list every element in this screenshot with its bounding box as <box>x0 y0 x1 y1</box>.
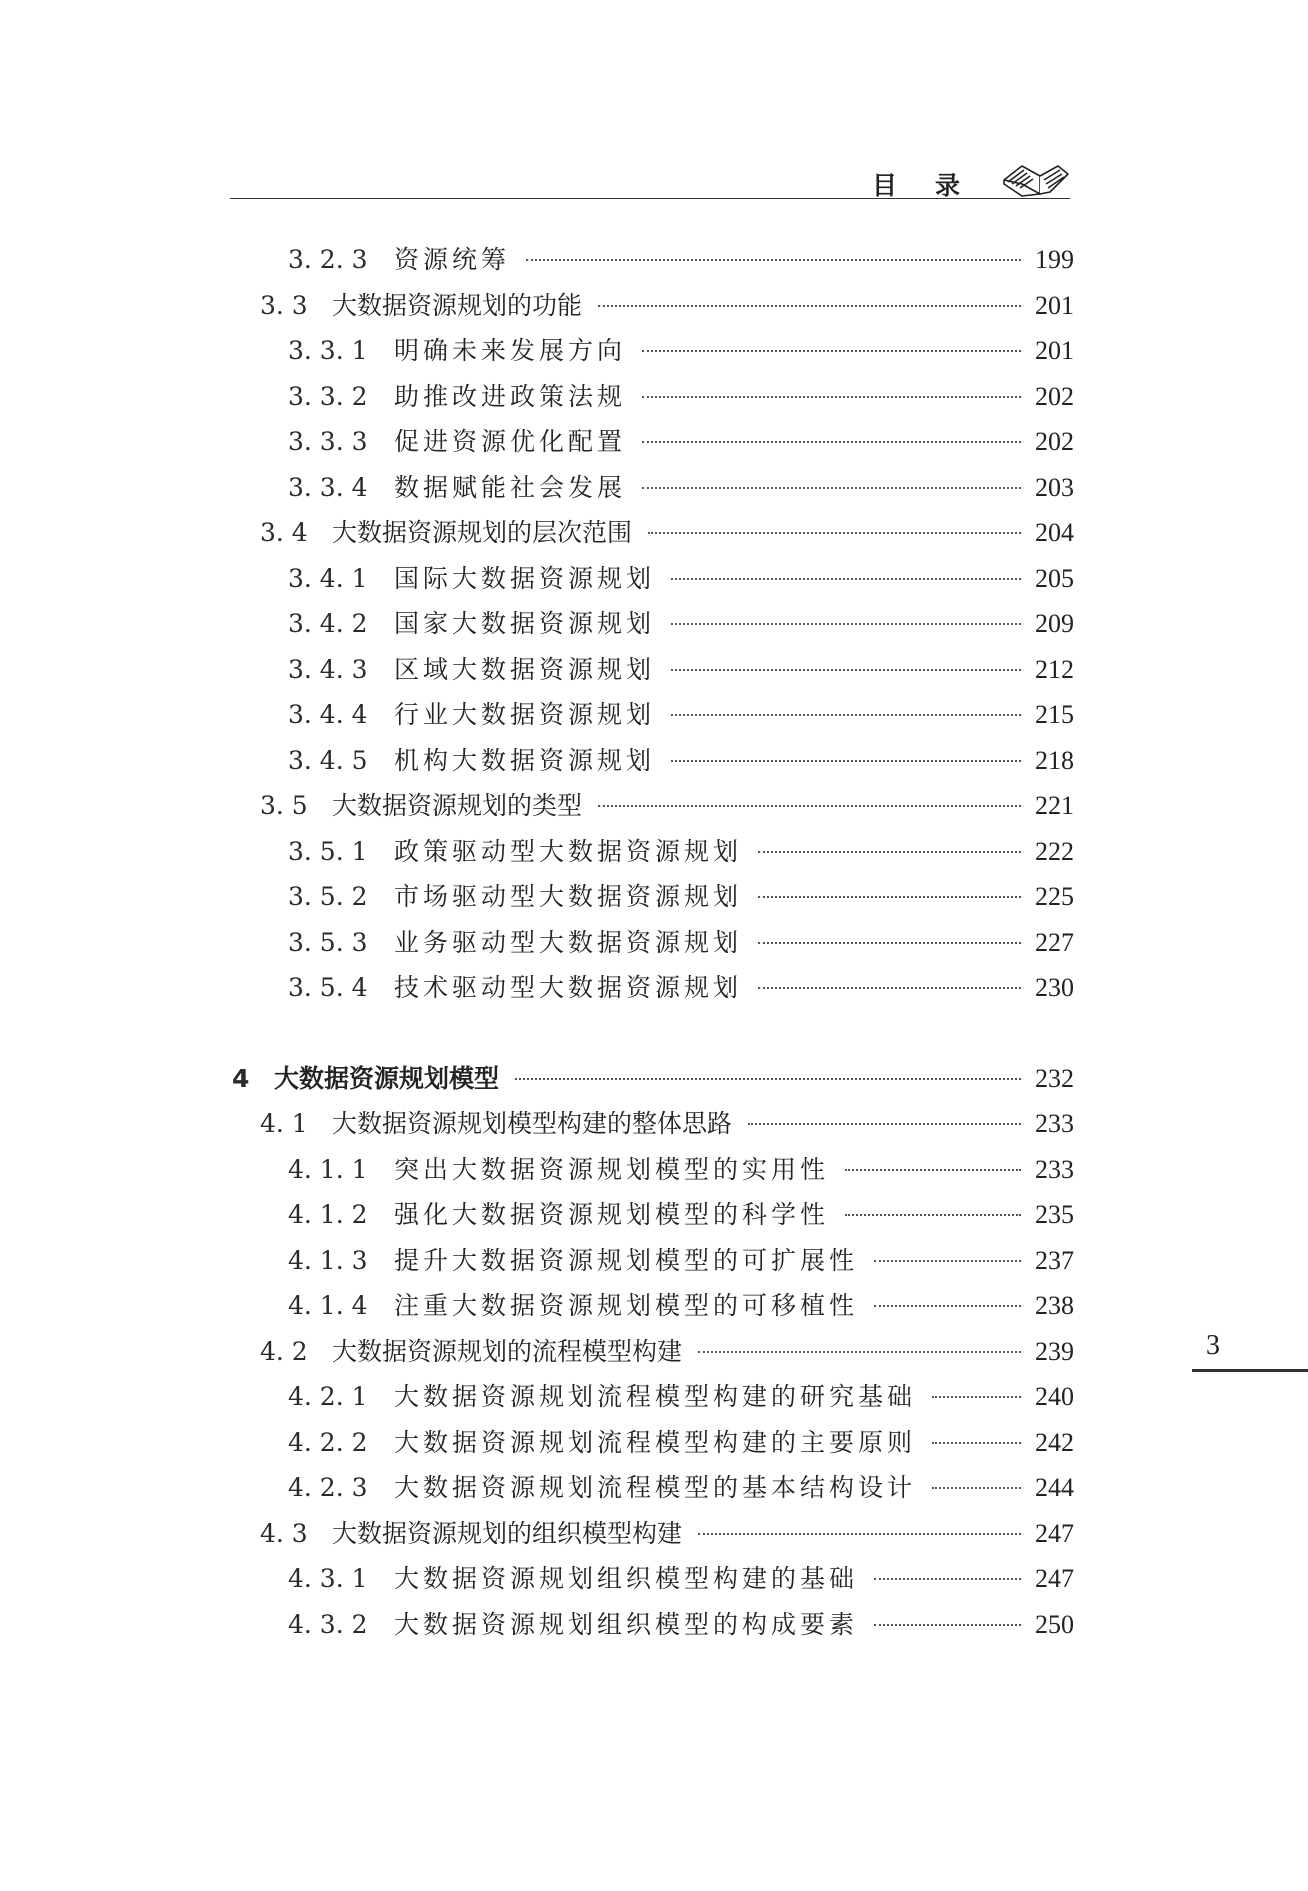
toc-entry-title: 强化大数据资源规划模型的科学性 <box>394 1200 830 1229</box>
toc-entry-number: 3. 5 <box>260 791 308 820</box>
toc-entry-number: 4. 3. 1 <box>288 1564 368 1593</box>
toc-entry-number: 3. 4. 4 <box>288 700 368 729</box>
toc-entry-title: 行业大数据资源规划 <box>394 700 656 729</box>
toc-entry-number: 4 <box>232 1063 250 1093</box>
toc-entry-number: 4. 2. 1 <box>288 1382 368 1411</box>
toc-subsection-entry[interactable] <box>230 1192 1074 1238</box>
toc-dot-leader <box>671 760 1021 762</box>
toc-dot-leader <box>932 1396 1021 1398</box>
toc-dot-leader <box>874 1578 1021 1580</box>
toc-entry-page: 237 <box>1035 1245 1074 1275</box>
toc-entry-title: 助推改进政策法规 <box>394 381 627 411</box>
toc-entry-number: 4. 2 <box>260 1336 308 1366</box>
toc-entry-page: 201 <box>1035 336 1074 365</box>
toc-entry-title: 机构大数据资源规划 <box>394 745 656 775</box>
toc-dot-leader <box>845 1169 1021 1171</box>
toc-section-entry[interactable] <box>230 510 1074 556</box>
toc-entry-page: 201 <box>1035 290 1074 320</box>
toc-entry-number: 4. 3 <box>260 1518 308 1548</box>
toc-entry-page: 221 <box>1035 791 1074 820</box>
toc-dot-leader <box>932 1487 1021 1489</box>
toc-entry-page: 209 <box>1035 609 1074 638</box>
header-title: 目录 <box>871 171 998 200</box>
toc-dot-leader <box>874 1624 1021 1626</box>
toc-entry-title: 资源统筹 <box>394 245 511 274</box>
toc-entry-page: 203 <box>1035 472 1074 502</box>
page-number: 3 <box>1206 1330 1220 1361</box>
toc-entry-number: 4. 1. 2 <box>288 1200 368 1229</box>
toc-dot-leader <box>642 396 1021 398</box>
toc-entry-title: 数据赋能社会发展 <box>394 472 627 502</box>
toc-dot-leader <box>758 942 1021 944</box>
toc-dot-leader <box>874 1305 1021 1307</box>
toc-entry-title: 大数据资源规划流程模型构建的研究基础 <box>394 1382 917 1411</box>
toc-entry-page: 247 <box>1035 1564 1074 1593</box>
toc-entry-page: 218 <box>1035 745 1074 775</box>
toc-subsection-entry[interactable] <box>230 1602 1074 1648</box>
toc-entry-title: 促进资源优化配置 <box>394 427 627 456</box>
toc-subsection-entry[interactable] <box>230 374 1074 420</box>
toc-entry-number: 3. 5. 3 <box>288 927 368 957</box>
toc-entry-number: 4. 1. 3 <box>288 1245 368 1275</box>
toc-entry-page: 233 <box>1035 1154 1074 1184</box>
toc-dot-leader <box>642 441 1021 443</box>
toc-entry-page: 202 <box>1035 427 1074 456</box>
toc-entry-title: 政策驱动型大数据资源规划 <box>394 836 743 866</box>
toc-entry-number: 3. 3 <box>260 290 308 320</box>
toc-entry-page: 202 <box>1035 381 1074 411</box>
toc-entry-title: 国际大数据资源规划 <box>394 563 656 593</box>
toc-entry-number: 3. 5. 2 <box>288 882 368 911</box>
toc-chapter-entry[interactable] <box>230 1056 1074 1102</box>
toc-entry-page: 227 <box>1035 927 1074 957</box>
toc-subsection-entry[interactable] <box>230 1147 1074 1193</box>
toc-entry-page: 205 <box>1035 563 1074 593</box>
toc-entry-number: 4. 2. 3 <box>288 1473 368 1502</box>
toc-entry-page: 225 <box>1035 882 1074 911</box>
toc-dot-leader <box>526 259 1021 261</box>
toc-entry-page: 215 <box>1035 700 1074 729</box>
toc-entry-page: 235 <box>1035 1200 1074 1229</box>
toc-subsection-entry[interactable] <box>230 328 1074 374</box>
toc-entry-page: 233 <box>1035 1109 1074 1138</box>
toc-subsection-entry[interactable] <box>230 738 1074 784</box>
toc-entry-title: 区域大数据资源规划 <box>394 654 656 684</box>
toc-entry-title: 大数据资源规划组织模型的构成要素 <box>394 1609 859 1639</box>
toc-dot-leader <box>671 669 1021 671</box>
toc-section-entry[interactable] <box>230 1101 1074 1147</box>
toc-entry-page: 244 <box>1035 1473 1074 1502</box>
toc-entry-title: 业务驱动型大数据资源规划 <box>394 927 743 957</box>
toc-entry-number: 3. 4. 3 <box>288 654 368 684</box>
toc-dot-leader <box>758 987 1021 989</box>
toc-subsection-entry[interactable] <box>230 965 1074 1011</box>
toc-entry-page: 239 <box>1035 1336 1074 1366</box>
toc-entry-number: 3. 5. 4 <box>288 973 368 1002</box>
toc-entry-page: 247 <box>1035 1518 1074 1548</box>
toc-entry-title: 大数据资源规划模型构建的整体思路 <box>332 1109 733 1138</box>
toc-dot-leader <box>698 1533 1021 1535</box>
toc-entry-number: 3. 3. 4 <box>288 472 368 502</box>
toc-dot-leader <box>748 1123 1021 1125</box>
toc-entry-number: 3. 3. 2 <box>288 381 368 411</box>
toc-entry-number: 3. 4 <box>260 518 308 547</box>
toc-dot-leader <box>671 578 1021 580</box>
toc-dot-leader <box>642 487 1021 489</box>
toc-dot-leader <box>671 623 1021 625</box>
toc-entry-page: 240 <box>1035 1382 1074 1411</box>
toc-entry-title: 大数据资源规划的类型 <box>332 791 583 820</box>
toc-entry-title: 大数据资源规划的组织模型构建 <box>332 1518 683 1548</box>
toc-entry-title: 市场驱动型大数据资源规划 <box>394 882 743 911</box>
toc-subsection-entry[interactable] <box>230 465 1074 511</box>
toc-dot-leader <box>758 896 1021 898</box>
toc-entry-page: 238 <box>1035 1291 1074 1320</box>
toc-entry-number: 3. 4. 1 <box>288 563 368 593</box>
toc-entry-title: 国家大数据资源规划 <box>394 609 656 638</box>
toc-subsection-entry[interactable] <box>230 1556 1074 1602</box>
toc-entry-page: 250 <box>1035 1609 1074 1639</box>
toc-dot-leader <box>515 1078 1021 1080</box>
toc-subsection-entry[interactable] <box>230 829 1074 875</box>
toc-dot-leader <box>648 532 1021 534</box>
toc-entry-number: 4. 2. 2 <box>288 1427 368 1457</box>
toc-subsection-entry[interactable] <box>230 556 1074 602</box>
toc-dot-leader <box>698 1351 1021 1353</box>
toc-subsection-entry[interactable] <box>230 920 1074 966</box>
toc-subsection-entry[interactable] <box>230 237 1074 283</box>
toc-subsection-entry[interactable] <box>230 419 1074 465</box>
toc-entry-title: 技术驱动型大数据资源规划 <box>394 973 743 1002</box>
toc-entry-page: 212 <box>1035 654 1074 684</box>
toc-entry-title: 大数据资源规划模型 <box>274 1063 500 1093</box>
toc-subsection-entry[interactable] <box>230 1283 1074 1329</box>
toc-section-entry[interactable] <box>230 1329 1074 1375</box>
toc-dot-leader <box>671 714 1021 716</box>
toc-entry-title: 大数据资源规划流程模型的基本结构设计 <box>394 1473 917 1502</box>
toc-subsection-entry[interactable] <box>230 1420 1074 1466</box>
toc-dot-leader <box>642 350 1021 352</box>
toc-entry-page: 204 <box>1035 518 1074 547</box>
running-header <box>230 160 1070 200</box>
toc-entry-title: 提升大数据资源规划模型的可扩展性 <box>394 1245 859 1275</box>
toc-subsection-entry[interactable] <box>230 1465 1074 1511</box>
toc-entry-title: 大数据资源规划的层次范围 <box>332 518 633 547</box>
toc-dot-leader <box>758 851 1021 853</box>
toc-entry-number: 3. 3. 1 <box>288 336 368 365</box>
open-book-icon <box>1000 162 1070 198</box>
toc-subsection-entry[interactable] <box>230 874 1074 920</box>
toc-subsection-entry[interactable] <box>230 601 1074 647</box>
page-number-rule <box>1192 1369 1308 1372</box>
toc-dot-leader <box>932 1442 1021 1444</box>
toc-entry-title: 注重大数据资源规划模型的可移植性 <box>394 1291 859 1320</box>
toc-entry-title: 明确未来发展方向 <box>394 336 627 365</box>
toc-section-entry[interactable] <box>230 283 1074 329</box>
toc-entry-page: 222 <box>1035 836 1074 866</box>
toc-entry-title: 大数据资源规划流程模型构建的主要原则 <box>394 1427 917 1457</box>
toc-entry-number: 3. 4. 5 <box>288 745 368 775</box>
toc-dot-leader <box>598 805 1021 807</box>
table-of-contents <box>230 237 1074 1647</box>
toc-entry-title: 大数据资源规划的功能 <box>332 290 583 320</box>
toc-entry-number: 4. 3. 2 <box>288 1609 368 1639</box>
toc-subsection-entry[interactable] <box>230 692 1074 738</box>
toc-entry-number: 4. 1. 1 <box>288 1154 368 1184</box>
toc-entry-title: 突出大数据资源规划模型的实用性 <box>394 1154 830 1184</box>
toc-entry-page: 230 <box>1035 973 1074 1002</box>
toc-entry-page: 232 <box>1035 1063 1074 1093</box>
toc-subsection-entry[interactable] <box>230 647 1074 693</box>
toc-dot-leader <box>598 305 1021 307</box>
toc-section-entry[interactable] <box>230 783 1074 829</box>
toc-dot-leader <box>845 1214 1021 1216</box>
toc-entry-number: 4. 1 <box>260 1109 308 1138</box>
toc-entry-title: 大数据资源规划组织模型构建的基础 <box>394 1564 859 1593</box>
header-rule <box>230 198 1070 199</box>
toc-entry-number: 3. 2. 3 <box>288 245 368 274</box>
toc-entry-number: 3. 3. 3 <box>288 427 368 456</box>
toc-entry-number: 4. 1. 4 <box>288 1291 368 1320</box>
toc-entry-number: 3. 4. 2 <box>288 609 368 638</box>
toc-entry-page: 242 <box>1035 1427 1074 1457</box>
toc-dot-leader <box>874 1260 1021 1262</box>
toc-entry-number: 3. 5. 1 <box>288 836 368 866</box>
toc-section-entry[interactable] <box>230 1511 1074 1557</box>
toc-entry-title: 大数据资源规划的流程模型构建 <box>332 1336 683 1366</box>
toc-subsection-entry[interactable] <box>230 1238 1074 1284</box>
toc-entry-page: 199 <box>1035 245 1074 274</box>
toc-subsection-entry[interactable] <box>230 1374 1074 1420</box>
